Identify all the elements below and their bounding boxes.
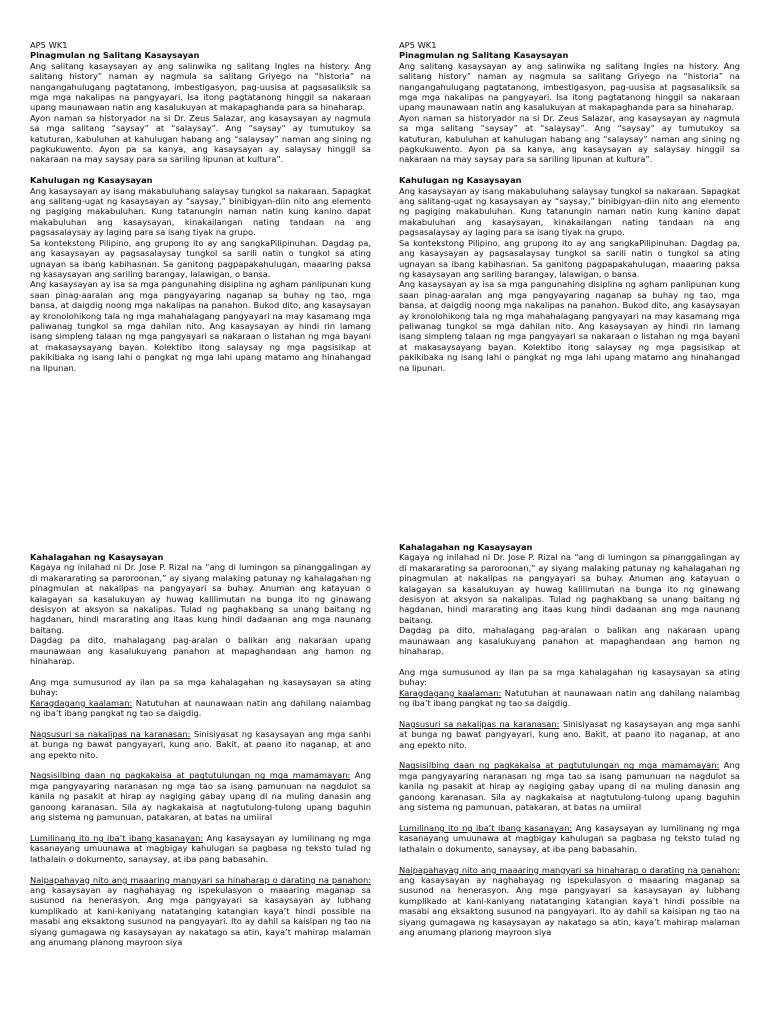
spacer (30, 165, 371, 175)
list-item (30, 875, 371, 948)
item-label: Karagdagang kaalaman: (399, 687, 502, 698)
item-label: Naipapahayag nito ang maaaring mangyari sa hinaharap o darating na panahon: (399, 864, 740, 875)
top-left-text-block (30, 40, 371, 373)
list-item (30, 770, 371, 822)
spacer (399, 813, 740, 823)
spacer (30, 666, 371, 676)
item-label: Nagsisilbing daan ng pagkakaisa at pagtutulungan ng mga mamamayan: (399, 760, 720, 771)
item-label: Lumilinang ito ng iba’t ibang kasanayan: (399, 822, 573, 833)
list-item (399, 719, 740, 750)
paragraph: Ang salitang kasaysayan ay ang salinwika ng salitang Ingles na history. Ang salitang history” naman ay nagmula sa salitang Griyego na “historia” na nangangahulugang pagtatanong, imbestigasyon, pag-uusisa at pagsasaliksik sa mga mga nakalipas na pangyayari. Isa itong pagtatanong hinggil sa nakaraan upang maunawaan natin ang kasalukuyan at makapaghanda para sa hinaharap. (30, 60, 371, 113)
list-item (30, 833, 371, 864)
item-text: Ang mga pangyayaring naranasan ng mga tao sa isang pamunuan na nagdulot sa kanila ng pasakit at hirap ay nagiging gabay upang di na muling danasin ang ganoong karanasan. Sila ay nagkakaisa at nagtutulong-tulong upang baguhin ang sistema ng pamunuan, patakaran, at batas na umiiral (30, 770, 371, 823)
spacer (30, 864, 371, 874)
list-item (399, 865, 740, 938)
spacer (399, 165, 740, 175)
paragraph: Ang mga sumusunod ay ilan pa sa mga kahalagahan ng kasaysayan sa ating buhay: (399, 666, 740, 688)
paragraph: Ang salitang kasaysayan ay ang salinwika ng salitang Ingles na history. Ang salitang history” naman ay nagmula sa salitang Griyego na “historia” na nangangahulugang pagtatanong, imbestigasyon, pag-uusisa at pagsasaliksik sa mga mga nakalipas na pangyayari. Isa itong pagtatanong hinggil sa nakaraan upang maunawaan natin ang kasalukuyan at makapaghanda para sa hinaharap. (399, 60, 740, 113)
paragraph: Ang kasaysayan ay isa sa mga pangunahing disiplina ng agham panlipunan kung saan pinag-aaralan ang mga pangyayaring naganap sa buhay ng tao, mga bansa, at daigdig noong mga nakalipas na panahon. Bukod dito, ang kasaysayan ay kronolohikong tala ng mga mahahalagang pangyayari na may kasamang mga paliwanag tungkol sa mga dahilan nito. Ang kasaysayan ay hindi rin lamang isang simpleng talaan ng mga pangyayari sa nakaraan o listahan ng mga bayani at makasaysayang bayan. Kolektibo itong salaysay ng mga pagsisikap at pakikibaka ng isang lahi o pangkat ng mga lahi upang matamo ang hinahangad na lipunan. (30, 279, 371, 373)
spacer (30, 823, 371, 833)
paragraph: Sa kontekstong Pilipino, ang grupong ito ay ang sangkaPilipinuhan. Dagdag pa, ang kasaysayan ay pagsasalaysay tungkol sa sarili natin o tungkol sa ating ugnayan sa ibang kabihasnan. Sa ganitong pagpapakahulugan, maaaring paksa ng kasaysayan ang sariling barangay, lalawigan, o bansa. (30, 237, 371, 279)
item-label: Nagsisilbing daan ng pagkakaisa at pagtutulungan ng mga mamamayan: (30, 770, 351, 781)
item-text: ang kasaysayan ay naghahayag ng ispekulasyon o maaaring maganap sa susunod na henerasyon. Ang mga pangyayari sa kasaysayan ay lubhang kumplikado at kani-kaniyang natatanging katangian kaya’t hindi possible na masabi ang eksaktong susunod na pangyayari. Ito ay dahil sa kaisipan ng tao na siyang gumagawa ng kasaysayan ay nakatago sa atin, kaya’t mahirap malaman ang anumang planong mayroon siya (399, 874, 740, 937)
paragraph: Kagaya ng inilahad ni Dr. Jose P. Rizal na “ang di lumingon sa pinanggalingan ay di makararating sa paroroonan,” ay siyang malaking patunay ng kahalagahan ng pinagmulan at nakalipas na pangyayari sa buhay. Anuman ang katayuan o kalagayan sa kasalukuyan ay huwag kalilimutan na bunga ito ng ginawang desisyon at aksyon sa nakalipas. Tulad ng paghakbang sa unang baitang ng hagdanan, hindi mararating ang itaas kung hindi dadaanan ang mga naunang baitang. (30, 562, 371, 635)
lesson-code: AP5 WK1 (30, 40, 68, 50)
heading-pinagmulan: Pinagmulan ng Salitang Kasaysayan (399, 50, 569, 61)
list-item (30, 729, 371, 760)
item-label: Karagdagang kaalaman: (30, 697, 133, 708)
list-item (399, 823, 740, 854)
list-item (399, 688, 740, 709)
item-text: Natutuhan at naunawaan natin ang dahilang naiambag ng iba’t ibang pangkat ng tao sa daigdig. (30, 697, 371, 719)
paragraph: Dagdag pa dito, mahalagang pag-aralan o balikan ang nakaraan upang maunawaan ang kasalukuyang panahon at mapaghandaan ang hamon ng hinaharap. (399, 625, 740, 657)
list-item (399, 760, 740, 812)
spacer (399, 708, 740, 718)
item-text: Natutuhan at naunawaan natin ang dahilang naiambag ng iba’t ibang pangkat ng tao sa daigdig. (399, 687, 740, 709)
paragraph: Ayon naman sa historyador na si Dr. Zeus Salazar, ang kasaysayan ay nagmula sa mga salitang “saysay” at “salaysay”. Ang “saysay” ay tumutukoy sa katuturan, kabuluhan at kahulugan habang ang “salaysay” naman ang sining ng pagkukuwento. Ayon pa sa kanya, ang kasaysayan ay salaysay hinggil sa nakaraan na may saysay para sa sariling lipunan at kultura”. (399, 112, 740, 165)
paragraph: Dagdag pa dito, mahalagang pag-aralan o balikan ang nakaraan upang maunawaan ang kasalukuyang panahon at mapaghandaan ang hamon ng hinaharap. (30, 635, 371, 667)
spacer (399, 656, 740, 666)
paragraph: Sa kontekstong Pilipino, ang grupong ito ay ang sangkaPilipinuhan. Dagdag pa, ang kasaysayan ay pagsasalaysay tungkol sa sarili natin o tungkol sa ating ugnayan sa ibang kabihasnan. Sa ganitong pagpapakahulugan, maaaring paksa ng kasaysayan ang sariling barangay, lalawigan, o bansa. (399, 237, 740, 279)
item-text: Ang kasaysayan ay lumilinang ng mga kasanayang umuunawa at magbigay kahulugan sa pagbasa ng teksto tulad ng lathalain o dokumento, sanaysay, at iba pang babasahin. (30, 832, 371, 864)
item-label: Nagsusuri sa nakalipas na karanasan: (30, 728, 191, 739)
bottom-left-text-block (30, 552, 371, 947)
top-right-text-block (399, 40, 740, 373)
lesson-code: AP5 WK1 (399, 40, 437, 50)
item-text: Ang mga pangyayaring naranasan ng mga tao sa isang pamunuan na nagdulot sa kanila ng pasakit at hirap ay nagiging gabay upang di na muling danasin ang ganoong karanasan. Sila ay nagkakaisa at nagtutulong-tulong upang baguhin ang sistema ng pamunuan, patakaran, at batas na umiiral (399, 760, 740, 813)
paragraph: Ang kasaysayan ay isang makabuluhang salaysay tungkol sa nakaraan. Sapagkat ang salitang-ugat ng kasaysayan ay “saysay,” binibigyan-diin nito ang elemento ng pagiging makabuluhan. Kung tatanungin naman natin kung kanino dapat makabuluhan ang kasaysayan, kinakailangan nating tandaan na ang pagsasalaysay ay laging para sa isang tiyak na grupo. (399, 185, 740, 238)
spacer (30, 718, 371, 728)
paragraph: Ang kasaysayan ay isa sa mga pangunahing disiplina ng agham panlipunan kung saan pinag-aaralan ang mga pangyayaring naganap sa buhay ng tao, mga bansa, at daigdig noong mga nakalipas na panahon. Bukod dito, ang kasaysayan ay kronolohikong tala ng mga mahahalagang pangyayari na may kasamang mga paliwanag tungkol sa mga dahilan nito. Ang kasaysayan ay hindi rin lamang isang simpleng talaan ng mga pangyayari sa nakaraan o listahan ng mga bayani at makasaysayang bayan. Kolektibo itong salaysay ng mga pagsisikap at pakikibaka ng isang lahi o pangkat ng mga lahi upang matamo ang hinahangad na lipunan. (399, 279, 740, 373)
item-text: Sinisiyasat ng kasaysayan ang mga sanhi at bunga ng bawat pangyayari, kung ano. Bakit, at paano ito naganap, at ano ang epekto nito. (30, 728, 371, 760)
list-item (30, 698, 371, 719)
heading-pinagmulan: Pinagmulan ng Salitang Kasaysayan (30, 50, 200, 61)
heading-kahalagahan: Kahalagahan ng Kasaysayan (399, 542, 533, 552)
paragraph: Ayon naman sa historyador na si Dr. Zeus Salazar, ang kasaysayan ay nagmula sa mga salitang “saysay” at “salaysay”. Ang “saysay” ay tumutukoy sa katuturan, kabuluhan at kahulugan habang ang “salaysay” naman ang sining ng pagkukuwento. Ayon pa sa kanya, ang kasaysayan ay salaysay hinggil sa nakaraan na may saysay para sa sariling lipunan at kultura”. (30, 112, 371, 165)
heading-kahulugan: Kahulugan ng Kasaysayan (399, 175, 522, 186)
item-text: Sinisiyasat ng kasaysayan ang mga sanhi at bunga ng bawat pangyayari, kung ano. Bakit, at paano ito naganap, at ano ang epekto nito. (399, 718, 740, 750)
heading-kahulugan: Kahulugan ng Kasaysayan (30, 175, 153, 186)
item-text: Ang kasaysayan ay lumilinang ng mga kasanayang umuunawa at magbigay kahulugan sa pagbasa ng teksto tulad ng lathalain o dokumento, sanaysay, at iba pang babasahin. (399, 822, 740, 854)
paragraph: Ang mga sumusunod ay ilan pa sa mga kahalagahan ng kasaysayan sa ating buhay: (30, 676, 371, 698)
spacer (399, 854, 740, 864)
bottom-right-text-block (399, 542, 740, 937)
paragraph: Ang kasaysayan ay isang makabuluhang salaysay tungkol sa nakaraan. Sapagkat ang salitang-ugat ng kasaysayan ay “saysay,” binibigyan-diin nito ang elemento ng pagiging makabuluhan. Kung tatanungin naman natin kung kanino dapat makabuluhan ang kasaysayan, kinakailangan nating tandaan na ang pagsasalaysay ay laging para sa isang tiyak na grupo. (30, 185, 371, 238)
item-text: ang kasaysayan ay naghahayag ng ispekulasyon o maaaring maganap sa susunod na henerasyon. Ang mga pangyayari sa kasaysayan ay lubhang kumplikado at kani-kaniyang natatanging katangian kaya’t hindi possible na masabi ang eksaktong susunod na pangyayari. Ito ay dahil sa kaisipan ng tao na siyang gumagawa ng kasaysayan ay nakatago sa atin, kaya’t mahirap malaman ang anumang planong mayroon siya (30, 884, 371, 947)
item-label: Nagsusuri sa nakalipas na karanasan: (399, 718, 560, 729)
spacer (30, 760, 371, 770)
paragraph: Kagaya ng inilahad ni Dr. Jose P. Rizal na “ang di lumingon sa pinanggalingan ay di makararating sa paroroonan,” ay siyang malaking patunay ng kahalagahan ng pinagmulan at nakalipas na pangyayari sa buhay. Anuman ang katayuan o kalagayan sa kasalukuyan ay huwag kalilimutan na bunga ito ng ginawang desisyon at aksyon sa nakalipas. Tulad ng paghakbang sa unang baitang ng hagdanan, hindi mararating ang itaas kung hindi dadaanan ang mga naunang baitang. (399, 552, 740, 625)
item-label: Lumilinang ito ng iba’t ibang kasanayan: (30, 832, 204, 843)
spacer (399, 750, 740, 760)
heading-kahalagahan: Kahalagahan ng Kasaysayan (30, 552, 164, 562)
item-label: Naipapahayag nito ang maaaring mangyari sa hinaharap o darating na panahon: (30, 874, 371, 885)
